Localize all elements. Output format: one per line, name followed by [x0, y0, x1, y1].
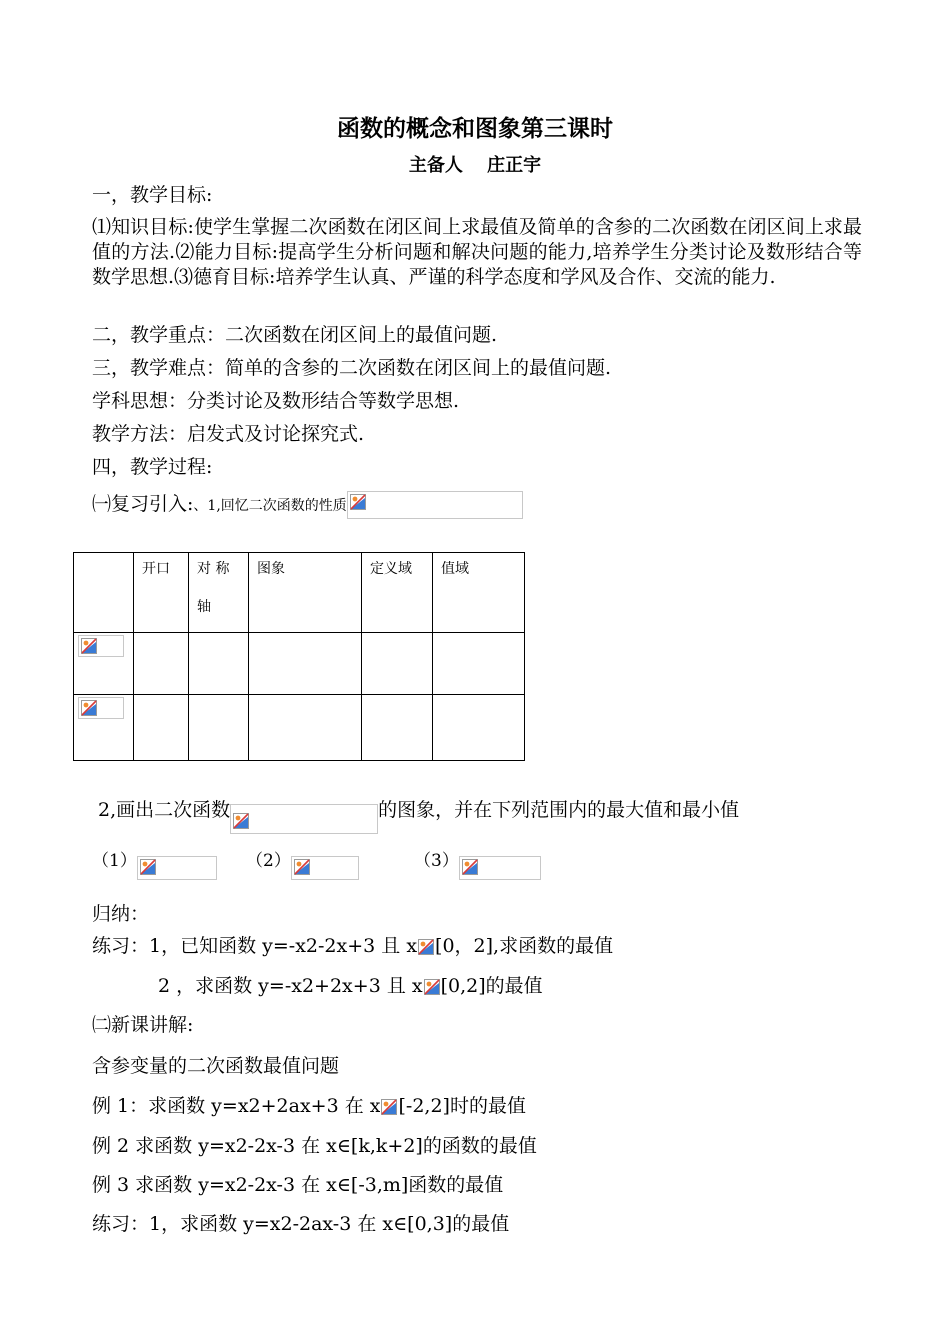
- example1-line: [92, 1094, 526, 1119]
- broken-image-icon: [81, 638, 97, 654]
- formula-image: [137, 856, 217, 880]
- example2-line: 例 2 求函数 y=x2-2x-3 在 x∈[k,k+2]的函数的最值: [92, 1135, 537, 1157]
- broken-image-icon: [381, 1099, 397, 1115]
- topic-line: 含参变量的二次函数最值问题: [92, 1055, 340, 1077]
- exercise1-prefix: 练习：1，已知函数 y=-x2-2x+3 且 x: [92, 935, 418, 957]
- table-cell: [249, 695, 362, 761]
- review-label: ㈠复习引入:: [92, 493, 194, 515]
- exercise2-prefix: 2 ，求函数 y=-x2+2x+3 且 x: [158, 975, 423, 997]
- table-cell: [433, 633, 525, 695]
- example1-suffix: [-2,2]时的最值: [398, 1095, 526, 1117]
- new-lesson-heading: ㈡新课讲解:: [92, 1014, 194, 1036]
- row1-label-cell: [74, 633, 134, 695]
- formula-image: [230, 804, 378, 834]
- broken-image-icon: [350, 494, 366, 510]
- example1-prefix: 例 1：求函数 y=x2+2ax+3 在 x: [92, 1095, 381, 1117]
- broken-image-icon: [81, 700, 97, 716]
- broken-image-icon: [140, 859, 156, 875]
- header-symmetry-line2: 轴: [197, 599, 211, 615]
- task2-part2: [246, 846, 359, 874]
- section-objectives-heading: 一，教学目标:: [92, 184, 213, 206]
- part-label: （1）: [92, 851, 137, 871]
- row2-label-cell: [74, 695, 134, 761]
- formula-image: [380, 1098, 398, 1116]
- task2-part1: [92, 846, 217, 874]
- formula-image: [78, 635, 124, 657]
- header-graph: 图象: [249, 553, 362, 633]
- task2-prefix: 2,画出二次函数: [98, 799, 231, 821]
- formula-image: [291, 856, 359, 880]
- table-cell: [249, 633, 362, 695]
- task2-suffix: 的图象，并在下列范围内的最大值和最小值: [378, 799, 740, 821]
- part-label: （3）: [414, 851, 459, 871]
- example3-line: 例 3 求函数 y=x2-2x-3 在 x∈[-3,m]函数的最值: [92, 1174, 504, 1196]
- exercise1-suffix: [0，2],求函数的最值: [435, 935, 614, 957]
- exercise1-line: [92, 934, 613, 959]
- section-key-point: 二，教学重点：二次函数在闭区间上的最值问题.: [92, 324, 498, 346]
- header-range: 值域: [433, 553, 525, 633]
- header-opening: 开口: [134, 553, 189, 633]
- header-domain: 定义域: [362, 553, 433, 633]
- broken-image-icon: [294, 859, 310, 875]
- table-cell: [189, 695, 249, 761]
- broken-image-icon: [418, 939, 434, 955]
- section-difficulty: 三，教学难点：简单的含参的二次函数在闭区间上的最值问题.: [92, 357, 612, 379]
- review-small-text: 、1,回忆二次函数的性质: [193, 498, 347, 514]
- table-cell: [433, 695, 525, 761]
- exercise2-line: [158, 974, 543, 999]
- table-cell: [134, 633, 189, 695]
- document-title: 函数的概念和图象第三课时: [337, 116, 613, 142]
- table-cell: [189, 633, 249, 695]
- broken-image-icon: [424, 979, 440, 995]
- task2-line: [98, 796, 739, 826]
- header-symmetry-axis: [189, 553, 249, 633]
- preparer-line: 主备人 庄正宇: [408, 155, 542, 176]
- formula-image: [78, 697, 124, 719]
- broken-image-icon: [233, 813, 249, 829]
- formula-image: [347, 491, 523, 519]
- review-line: [92, 491, 523, 519]
- exercise2-suffix: [0,2]的最值: [440, 975, 543, 997]
- task2-part3: [414, 846, 541, 874]
- broken-image-icon: [462, 859, 478, 875]
- section-process-heading: 四，教学过程:: [92, 456, 213, 478]
- formula-image: [423, 978, 441, 996]
- formula-image: [459, 856, 541, 880]
- formula-image: [417, 938, 435, 956]
- header-symmetry-line1: 对 称: [197, 561, 230, 577]
- table-corner-cell: [74, 553, 134, 633]
- part-label: （2）: [246, 851, 291, 871]
- teaching-method: 教学方法：启发式及讨论探究式.: [92, 423, 365, 445]
- practice-line: 练习：1，求函数 y=x2-2ax-3 在 x∈[0,3]的最值: [92, 1213, 510, 1235]
- quadratic-properties-table: [73, 552, 525, 761]
- table-cell: [362, 633, 433, 695]
- table-cell: [134, 695, 189, 761]
- subject-thought: 学科思想：分类讨论及数形结合等数学思想.: [92, 390, 460, 412]
- summary-line: 归纳：: [92, 903, 150, 925]
- table-cell: [362, 695, 433, 761]
- objectives-paragraph: ⑴知识目标:使学生掌握二次函数在闭区间上求最值及简单的含参的二次函数在闭区间上求最值的方法.⑵能力目标:提高学生分析问题和解决问题的能力,培养学生分类讨论及数形结合等数学思想.⑶德育目标:培养学生认真、严谨的科学态度和学风及合作、交流的能力.: [92, 216, 862, 288]
